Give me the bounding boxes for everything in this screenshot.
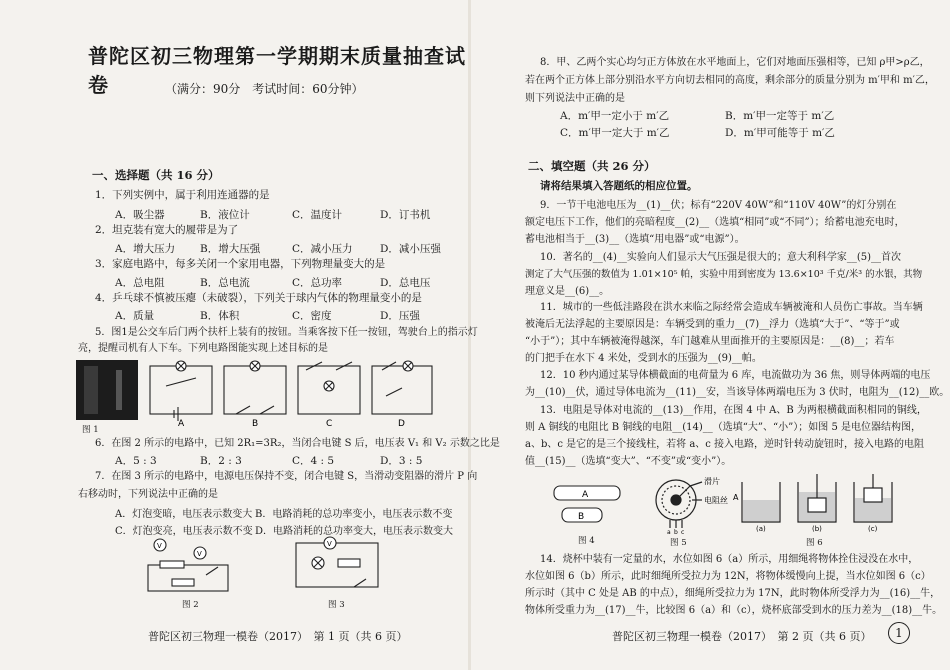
- question-11-line-2: 被淹后无法浮起的主要原因是：车辆受到的重力__(7)__浮力（选填“大于”、“等于”或: [525, 319, 900, 330]
- question-11-line-1: 11．城市的一些低洼路段在洪水来临之际经常会造成车辆被淹和人员伤亡事故。当车辆: [540, 302, 923, 313]
- figure-1-photo: [76, 360, 138, 420]
- figure-4-caption: 图 4: [578, 536, 595, 546]
- q1-option-d: D．订书机: [380, 209, 431, 221]
- section-choice-heading: 一、选择题（共 16 分）: [92, 168, 220, 182]
- q2-option-c: C．减小压力: [292, 243, 353, 255]
- figure-3-caption: 图 3: [328, 600, 345, 610]
- q7-option-a: A．灯泡变暗，电压表示数变大: [115, 509, 253, 520]
- question-14-line-3: 所示时（其中 C 处是 AB 的中点），细绳所受拉力为 17N，此时物体所受浮力为__(16)__牛，: [525, 588, 941, 599]
- question-14-line-1: 14．烧杯中装有一定量的水，水位如图 6（a）所示，用细绳将物体拴住浸没在水中，: [540, 554, 919, 565]
- svg-text:V: V: [327, 540, 332, 548]
- q4-option-d: D．压强: [380, 310, 420, 322]
- question-13-line-2: 则 A 铜线的电阻比 B 铜线的电阻__(14)__（选填“大”、“小”）；如图 5 是电位器结构图，: [525, 422, 921, 433]
- left-footer: 普陀区初三物理一模卷（2017） 第 1 页（共 6 页）: [148, 630, 408, 643]
- fill-instruction: 请将结果填入答题纸的相应位置。: [540, 180, 698, 192]
- q6-option-a: A．5 : 3: [115, 455, 157, 467]
- fig4-label-a: A: [582, 490, 589, 500]
- circuit-c: [298, 362, 360, 414]
- q4-option-a: A．质量: [115, 310, 155, 322]
- question-13-line-4: 值__(15)__（选填“变大”、“不变”或“变小”）。: [525, 456, 732, 467]
- question-8-line-1: 8．甲、乙两个实心均匀正方体放在水平地面上，它们对地面压强相等，已知 ρ甲>ρ乙，: [540, 57, 930, 68]
- fig5-label-slider: 滑片: [704, 477, 720, 486]
- section-fill-heading: 二、填空题（共 26 分）: [528, 159, 656, 173]
- question-5-line-2: 亮，提醒司机有人下车。下列电路图能实现上述目标的是: [78, 343, 328, 354]
- figure-1-caption: 图 1: [82, 425, 99, 435]
- q8-option-a: A．m′甲一定小于 m′乙: [560, 110, 670, 122]
- circuit-label-d: D: [398, 419, 405, 428]
- q2-option-d: D．减小压强: [380, 243, 441, 255]
- question-8-line-2: 若在两个正方体上部分别沿水平方向切去相同的高度，剩余部分的质量分别为 m′甲和 m′乙，: [525, 75, 935, 86]
- circuit-label-a: A: [178, 419, 185, 428]
- q3-option-c: C．总功率: [292, 277, 343, 289]
- q7-option-d: D．电路消耗的总功率变大，电压表示数变大: [255, 526, 454, 537]
- q1-option-b: B．液位计: [200, 209, 250, 221]
- right-page: [470, 0, 950, 670]
- q4-option-c: C．密度: [292, 310, 332, 322]
- question-1: 1．下列实例中，属于利用连通器的是: [95, 189, 270, 201]
- question-9-line-1: 9．一节干电池电压为__(1)__伏；标有“220V 40W”和“110V 40W”的灯分别在: [540, 200, 897, 211]
- q1-option-a: A．吸尘器: [115, 209, 165, 221]
- circuit-d: [372, 361, 432, 414]
- question-14-line-2: 水位如图 6（b）所示，此时细绳所受拉力为 12N，将物体缓慢向上提，当水位如图 6（c）: [525, 571, 931, 582]
- q6-option-c: C．4 : 5: [292, 455, 335, 467]
- question-13-line-1: 13．电阻是导体对电流的__(13)__作用，在图 4 中 A、B 为两根横截面积相同的铜线，: [540, 405, 927, 416]
- fig6-sub-b: (b): [812, 525, 822, 532]
- q3-option-d: D．总电压: [380, 277, 431, 289]
- fig5-terminal-c: c: [681, 529, 685, 534]
- question-9-line-2: 额定电压下工作，他们的亮暗程度__(2)__（选填“相同”或“不同”）；给蓄电池充电时，: [525, 217, 905, 228]
- figure-6-beakers: [732, 470, 902, 532]
- q7-option-c: C．灯泡变亮，电压表示数不变: [115, 526, 253, 537]
- figure-2-circuit: [140, 535, 240, 597]
- question-10-line-2: 测定了大气压强的数值为 1.01×10⁵ 帕，实验中用到密度为 13.6×10³ 千克/米³ 的水银，其物: [525, 269, 923, 280]
- fig5-terminal-b: b: [674, 529, 678, 534]
- circuit-label-b: B: [252, 419, 259, 428]
- q3-option-a: A．总电阻: [115, 277, 165, 289]
- q6-option-b: B．2 : 3: [200, 455, 242, 467]
- figure-4-wires: [548, 480, 628, 530]
- question-4: 4．乒乓球不慎被压瘪（未破裂），下列关于球内气体的物理量变小的是: [95, 292, 422, 304]
- fig5-terminal-a: a: [667, 529, 671, 534]
- fig6-label-a: A: [733, 493, 739, 502]
- right-footer: 普陀区初三物理一模卷（2017） 第 2 页（共 6 页）: [612, 630, 872, 643]
- fig4-label-b: B: [578, 512, 585, 522]
- question-12-line-1: 12．10 秒内通过某导体横截面的电荷量为 6 库，电流做功为 36 焦，则导体两端的电压: [540, 370, 931, 381]
- fig6-sub-a: (a): [756, 525, 766, 532]
- question-5-line-1: 5．图1是公交车后门两个扶杆上装有的按钮。当乘客按下任一按钮，驾驶台上的指示灯: [95, 327, 478, 338]
- question-13-line-3: a、b、c 是它的是三个接线柱，若将 a、c 接入电路，逆时针转动旋钮时，接入电路的电阻: [525, 439, 925, 450]
- question-10-line-1: 10．著名的__(4)__实验向人们显示大气压强是很大的；意大利科学家__(5)__首次: [540, 252, 902, 263]
- question-11-line-4: 的门把手在水下 4 米处，受到水的压强为__(9)__帕。: [525, 353, 762, 364]
- circuit-a: [150, 361, 212, 421]
- page-number-badge: 1: [888, 622, 910, 644]
- q6-option-d: D．3 : 5: [380, 455, 423, 467]
- figure-5-caption: 图 5: [670, 538, 687, 548]
- circuit-label-c: C: [326, 419, 333, 428]
- q8-option-b: B．m′甲一定等于 m′乙: [725, 110, 835, 122]
- q7-option-b: B．电路消耗的总功率变小，电压表示数不变: [255, 509, 453, 520]
- svg-text:V: V: [197, 550, 202, 558]
- q8-option-d: D．m′甲可能等于 m′乙: [725, 127, 835, 139]
- fig5-label-wire: 电阻丝: [704, 496, 728, 505]
- question-8-line-3: 则下列说法中正确的是: [525, 93, 625, 104]
- figure-3-circuit: [290, 535, 390, 597]
- question-7-line-1: 7．在图 3 所示的电路中，电源电压保持不变，闭合电键 S，当滑动变阻器的滑片 P 向: [95, 471, 478, 482]
- exam-title: 普陀区初三物理第一学期期末质量抽查试卷: [88, 44, 466, 97]
- q3-option-b: B．总电流: [200, 277, 250, 289]
- question-10-line-3: 理意义是__(6)__。: [525, 286, 610, 297]
- q2-option-a: A．增大压力: [115, 243, 176, 255]
- circuit-b: [224, 361, 286, 414]
- question-6: 6．在图 2 所示的电路中，已知 2R₁=3R₂，当闭合电键 S 后，电压表 V₁ 和 V₂ 示数之比是: [95, 438, 500, 449]
- figure-5-potentiometer: [650, 472, 740, 534]
- svg-text:V: V: [157, 542, 162, 550]
- question-9-line-3: 蓄电池相当于__(3)__（选填“用电器”或“电源”）。: [525, 234, 745, 245]
- q4-option-b: B．体积: [200, 310, 240, 322]
- question-14-line-4: 物体所受重力为__(17)__牛，比较图 6（a）和（c），烧杯底部受到水的压力差为__(18)__牛。: [525, 605, 943, 616]
- q1-option-c: C．温度计: [292, 209, 343, 221]
- question-7-line-2: 右移动时，下列说法中正确的是: [78, 489, 218, 500]
- q2-option-b: B．增大压强: [200, 243, 261, 255]
- fig6-sub-c: (c): [868, 525, 878, 532]
- figure-2-caption: 图 2: [182, 600, 199, 610]
- question-3: 3．家庭电路中，每多关闭一个家用电器，下列物理量变大的是: [95, 258, 386, 270]
- question-11-line-3: “小于”）；其中车辆被淹得越深，车门越难从里面推开的主要原因是：__(8)__；若车: [525, 336, 895, 347]
- exam-subtitle: （满分：90分 考试时间：60分钟）: [165, 82, 364, 96]
- q8-option-c: C．m′甲一定大于 m′乙: [560, 127, 670, 139]
- figure-1-circuits: [146, 356, 436, 428]
- figure-6-caption: 图 6: [806, 538, 823, 548]
- question-2: 2．坦克装有宽大的履带是为了: [95, 224, 239, 236]
- question-12-line-2: 为__(10)__伏，通过导体电流为__(11)__安，当该导体两端电压为 3 伏时，电阻为__(12)__欧。: [525, 387, 950, 398]
